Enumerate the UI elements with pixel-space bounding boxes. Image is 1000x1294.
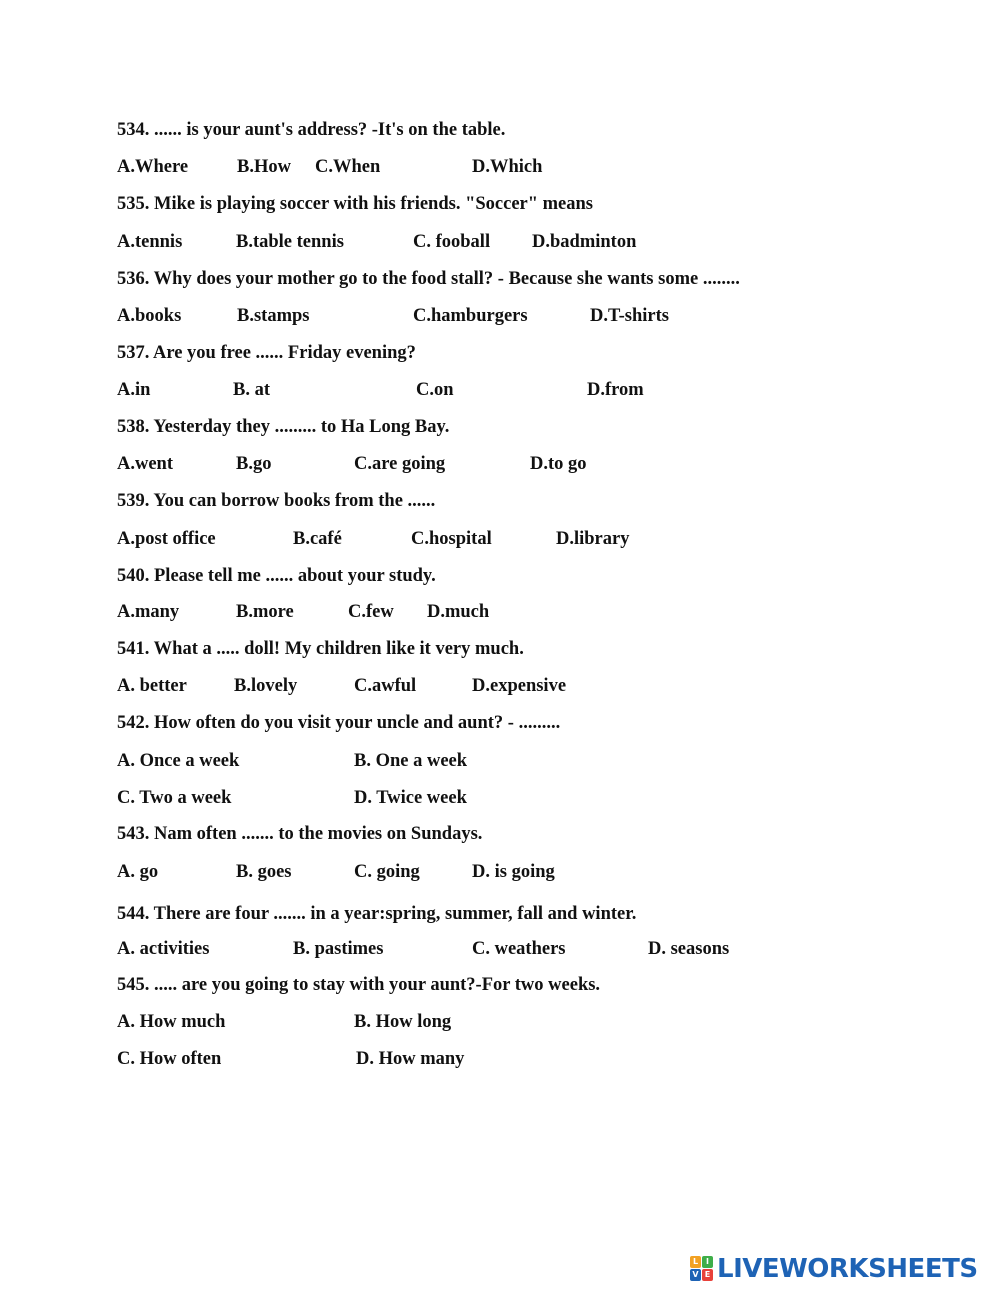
question-542: 542. How often do you visit your uncle and aunt? - ......... [117,713,561,733]
question-538: 538. Yesterday they ......... to Ha Long Bay. [117,417,450,437]
option-c[interactable]: C.on [416,380,454,400]
options-538 [117,453,877,475]
option-b[interactable]: B.stamps [237,306,310,326]
option-c[interactable]: C. weathers [472,939,566,959]
options-541 [117,675,877,697]
option-d[interactable]: D.T-shirts [590,306,669,326]
option-c[interactable]: C.hamburgers [413,306,528,326]
question-543: 543. Nam often ....... to the movies on Sundays. [117,824,483,844]
option-b[interactable]: B. How long [354,1012,452,1032]
option-d[interactable]: D.Which [472,157,543,177]
option-b[interactable]: B. goes [236,862,292,882]
option-c[interactable]: C.few [348,602,394,622]
option-c[interactable]: C. Two a week [117,788,232,808]
question-544: 544. There are four ....... in a year:spring, summer, fall and winter. [117,904,637,924]
liveworksheets-mark-icon: L I V E [690,1256,714,1282]
option-b[interactable]: B. pastimes [293,939,384,959]
option-a[interactable]: A. activities [117,939,210,959]
option-a[interactable]: A.books [117,306,182,326]
logo-text: LIVEWORKSHEETS [717,1254,978,1284]
option-d[interactable]: D.expensive [472,676,567,696]
option-d[interactable]: D. is going [472,862,555,882]
option-c[interactable]: C.When [315,157,381,177]
option-a[interactable]: A.many [117,602,180,622]
option-d[interactable]: D.library [556,529,630,549]
options-536 [117,305,877,327]
option-b[interactable]: B.How [237,157,291,177]
question-534: 534. ...... is your aunt's address? -It's on the table. [117,120,506,140]
option-d[interactable]: D.much [427,602,490,622]
question-540: 540. Please tell me ...... about your study. [117,566,436,586]
option-a[interactable]: A.Where [117,157,189,177]
option-a[interactable]: A.in [117,380,151,400]
question-537: 537. Are you free ...... Friday evening? [117,343,416,363]
option-a[interactable]: A.went [117,454,174,474]
option-a[interactable]: A. How much [117,1012,226,1032]
options-535 [117,231,877,253]
option-d[interactable]: D. Twice week [354,788,467,808]
option-c[interactable]: C.are going [354,454,446,474]
option-c[interactable]: C. fooball [413,232,491,252]
options-540 [117,601,877,623]
question-545: 545. ..... are you going to stay with your aunt?-For two weeks. [117,975,601,995]
option-b[interactable]: B.go [236,454,272,474]
option-a[interactable]: A. Once a week [117,751,240,771]
option-c[interactable]: C.hospital [411,529,492,549]
options-537 [117,379,877,401]
option-a[interactable]: A. go [117,862,159,882]
question-539: 539. You can borrow books from the ...... [117,491,436,511]
question-541: 541. What a ..... doll! My children like it very much. [117,639,524,659]
option-b[interactable]: B. at [233,380,270,400]
options-539 [117,528,877,550]
option-d[interactable]: D. How many [356,1049,465,1069]
option-a[interactable]: A.tennis [117,232,183,252]
options-545-row2 [117,1048,877,1070]
option-b[interactable]: B.table tennis [236,232,344,252]
liveworksheets-logo [690,1254,978,1284]
options-544 [117,938,877,960]
option-d[interactable]: D. seasons [648,939,730,959]
option-c[interactable]: C.awful [354,676,417,696]
option-d[interactable]: D.badminton [532,232,637,252]
options-534 [117,156,877,178]
option-a[interactable]: A. better [117,676,187,696]
option-c[interactable]: C. going [354,862,420,882]
options-542-row2 [117,787,877,809]
options-543 [117,861,877,883]
question-535: 535. Mike is playing soccer with his friends. "Soccer" means [117,194,593,214]
option-b[interactable]: B.lovely [234,676,298,696]
option-c[interactable]: C. How often [117,1049,222,1069]
option-a[interactable]: A.post office [117,529,216,549]
options-545-row1 [117,1011,877,1033]
option-b[interactable]: B.more [236,602,294,622]
option-d[interactable]: D.from [587,380,644,400]
question-536: 536. Why does your mother go to the food stall? - Because she wants some ........ [117,269,740,289]
option-b[interactable]: B. One a week [354,751,468,771]
option-d[interactable]: D.to go [530,454,587,474]
options-542-row1 [117,750,877,772]
option-b[interactable]: B.café [293,529,342,549]
